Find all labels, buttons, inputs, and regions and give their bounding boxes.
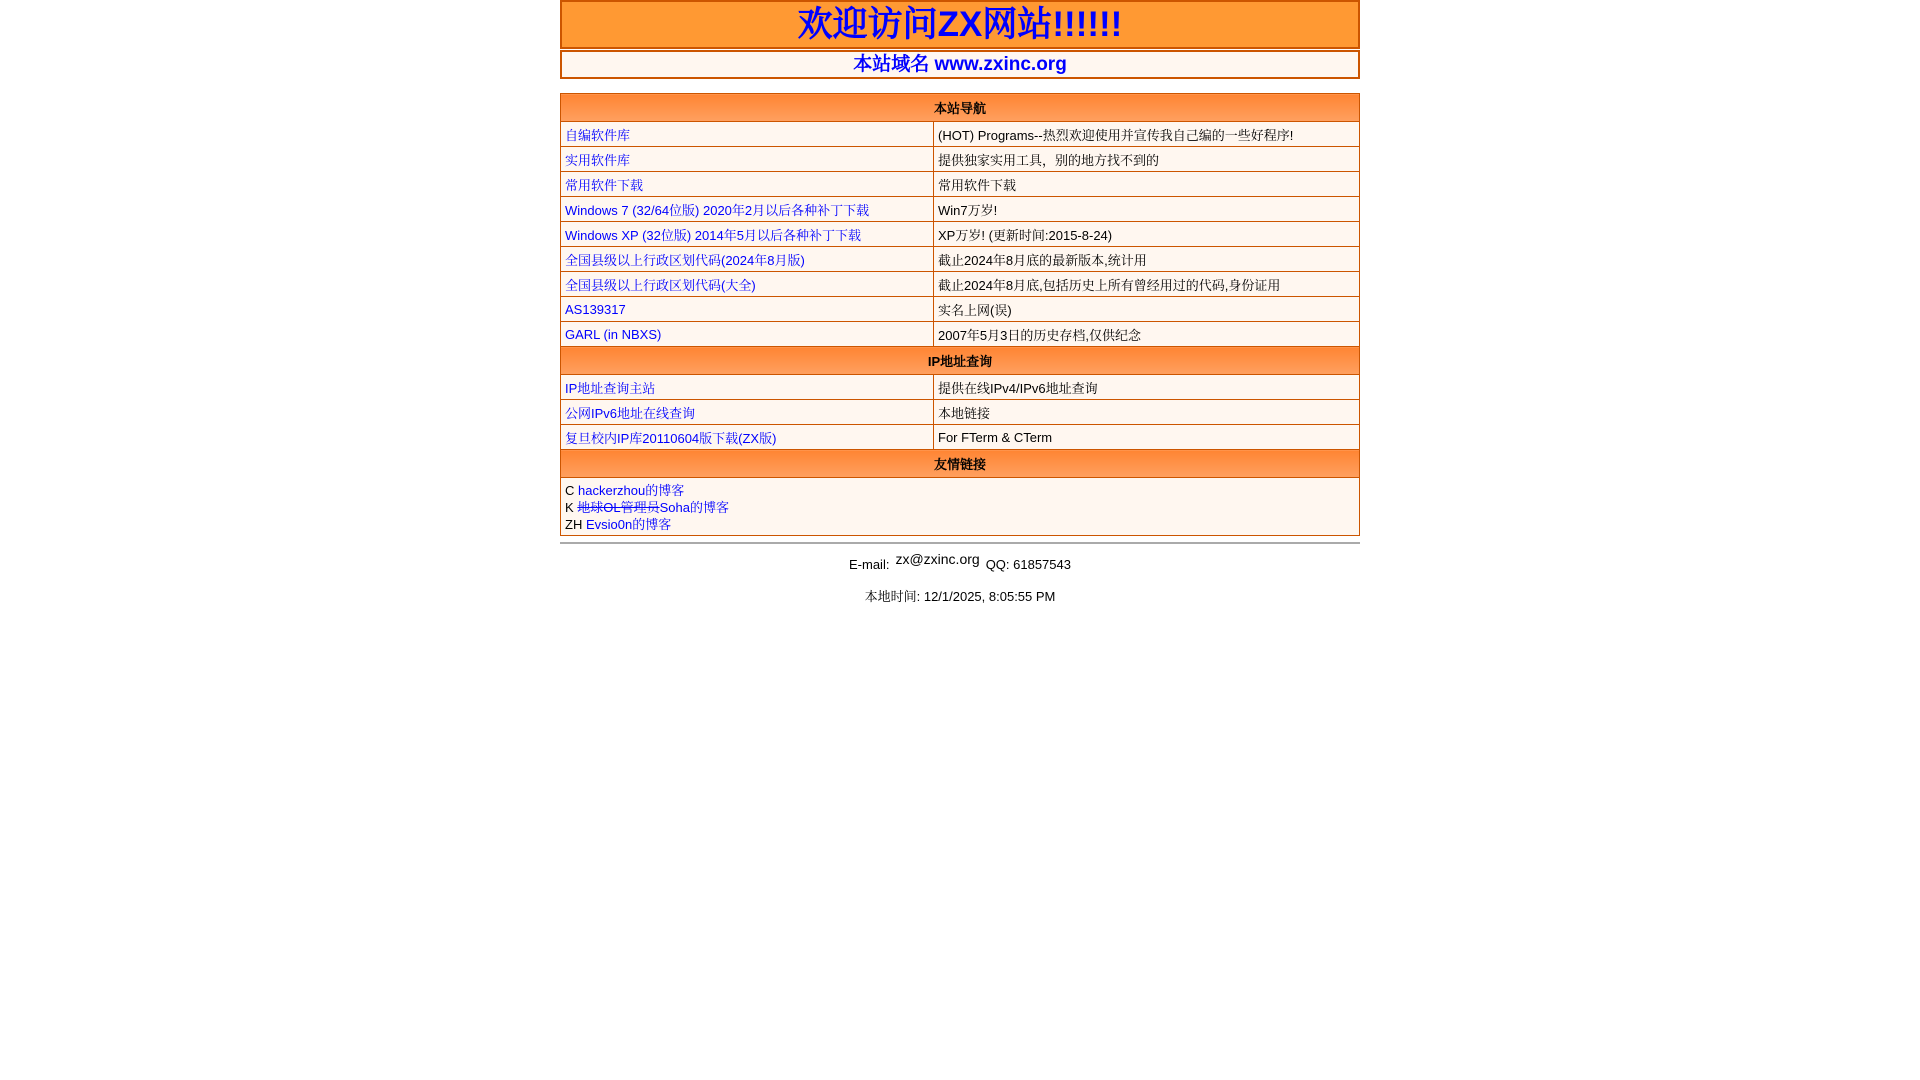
link-cell xyxy=(561,272,934,297)
friends-list xyxy=(561,478,1360,536)
nav-link[interactable]: 全国县级以上行政区划代码(2024年8月版) xyxy=(565,252,805,268)
friend-link-text: Soha的博客 xyxy=(659,500,730,515)
nav-table xyxy=(560,93,1360,536)
email-label: E-mail: xyxy=(849,557,890,572)
nav-link[interactable]: GARL (in NBXS) xyxy=(565,326,662,342)
table-row xyxy=(561,272,1360,297)
table-row xyxy=(561,147,1360,172)
table-row xyxy=(561,247,1360,272)
link-cell xyxy=(561,147,934,172)
site-domain: 本站域名 www.zxinc.org xyxy=(560,50,1360,79)
link-cell xyxy=(561,400,934,425)
friends-heading: 友情链接 xyxy=(561,450,1360,478)
struck-text: 地球OL管理员 xyxy=(577,500,660,515)
friend-item xyxy=(565,499,1355,516)
link-cell xyxy=(561,375,934,400)
description-cell: 提供在线IPv4/IPv6地址查询 xyxy=(934,375,1360,400)
table-row xyxy=(561,197,1360,222)
table-row xyxy=(561,400,1360,425)
friend-prefix: K xyxy=(565,500,574,515)
table-row xyxy=(561,425,1360,450)
nav-link[interactable]: 自编软件库 xyxy=(565,127,631,143)
friend-link[interactable] xyxy=(577,500,729,515)
nav-link[interactable]: 公网IPv6地址在线查询 xyxy=(565,405,696,421)
friend-link-text: Evsio0n的博客 xyxy=(585,517,672,532)
description-cell: (HOT) Programs--热烈欢迎使用并宣传我自己编的一些好程序! xyxy=(934,122,1360,147)
divider xyxy=(560,542,1360,544)
description-cell: 截止2024年8月底,包括历史上所有曾经用过的代码,身份证用 xyxy=(934,272,1360,297)
description-cell: 本地链接 xyxy=(934,400,1360,425)
table-row xyxy=(561,297,1360,322)
link-cell xyxy=(561,172,934,197)
description-cell: 实名上网(误) xyxy=(934,297,1360,322)
nav-link[interactable]: AS139317 xyxy=(565,301,626,317)
friend-link[interactable] xyxy=(578,483,684,498)
link-cell xyxy=(561,122,934,147)
page xyxy=(560,0,1360,605)
nav-link[interactable]: 实用软件库 xyxy=(565,152,631,168)
friend-link-text: hackerzhou的博客 xyxy=(578,483,685,498)
description-cell: 2007年5月3日的历史存档,仅供纪念 xyxy=(934,322,1360,347)
qq-number: QQ: 61857543 xyxy=(985,557,1071,572)
description-cell: For FTerm & CTerm xyxy=(934,425,1360,450)
ip-heading: IP地址查询 xyxy=(561,347,1360,375)
local-time: 本地时间: 12/1/2025, 8:05:55 PM xyxy=(864,589,1056,604)
table-row xyxy=(561,322,1360,347)
nav-link[interactable]: Windows 7 (32/64位版) 2020年2月以后各种补丁下载 xyxy=(565,202,870,218)
link-cell xyxy=(561,322,934,347)
friend-item xyxy=(565,482,1355,499)
table-row xyxy=(561,122,1360,147)
link-cell xyxy=(561,297,934,322)
nav-link[interactable]: Windows XP (32位版) 2014年5月以后各种补丁下载 xyxy=(565,227,861,243)
friend-prefix: ZH xyxy=(565,517,583,532)
nav-link[interactable]: 复旦校内IP库20110604版下载(ZX版) xyxy=(565,430,777,446)
nav-link[interactable]: 全国县级以上行政区划代码(大全) xyxy=(565,277,756,293)
description-cell: 截止2024年8月底的最新版本,统计用 xyxy=(934,247,1360,272)
friend-link[interactable] xyxy=(586,517,671,532)
description-cell: 常用软件下载 xyxy=(934,172,1360,197)
description-cell: 提供独家实用工具，别的地方找不到的 xyxy=(934,147,1360,172)
table-row xyxy=(561,375,1360,400)
friend-item xyxy=(565,516,1355,533)
contact-line xyxy=(560,551,1360,572)
link-cell xyxy=(561,197,934,222)
email-image: zx@zxinc.org xyxy=(895,551,980,567)
link-cell xyxy=(561,425,934,450)
site-title: 欢迎访问ZX网站!!!!!! xyxy=(560,0,1360,49)
table-row xyxy=(561,222,1360,247)
friend-prefix: C xyxy=(565,483,575,498)
table-row xyxy=(561,172,1360,197)
nav-heading: 本站导航 xyxy=(561,94,1360,122)
link-cell xyxy=(561,247,934,272)
nav-link[interactable]: 常用软件下载 xyxy=(565,177,644,193)
nav-link[interactable]: IP地址查询主站 xyxy=(565,380,656,396)
link-cell xyxy=(561,222,934,247)
description-cell: Win7万岁! xyxy=(934,197,1360,222)
description-cell: XP万岁! (更新时间:2015-8-24) xyxy=(934,222,1360,247)
